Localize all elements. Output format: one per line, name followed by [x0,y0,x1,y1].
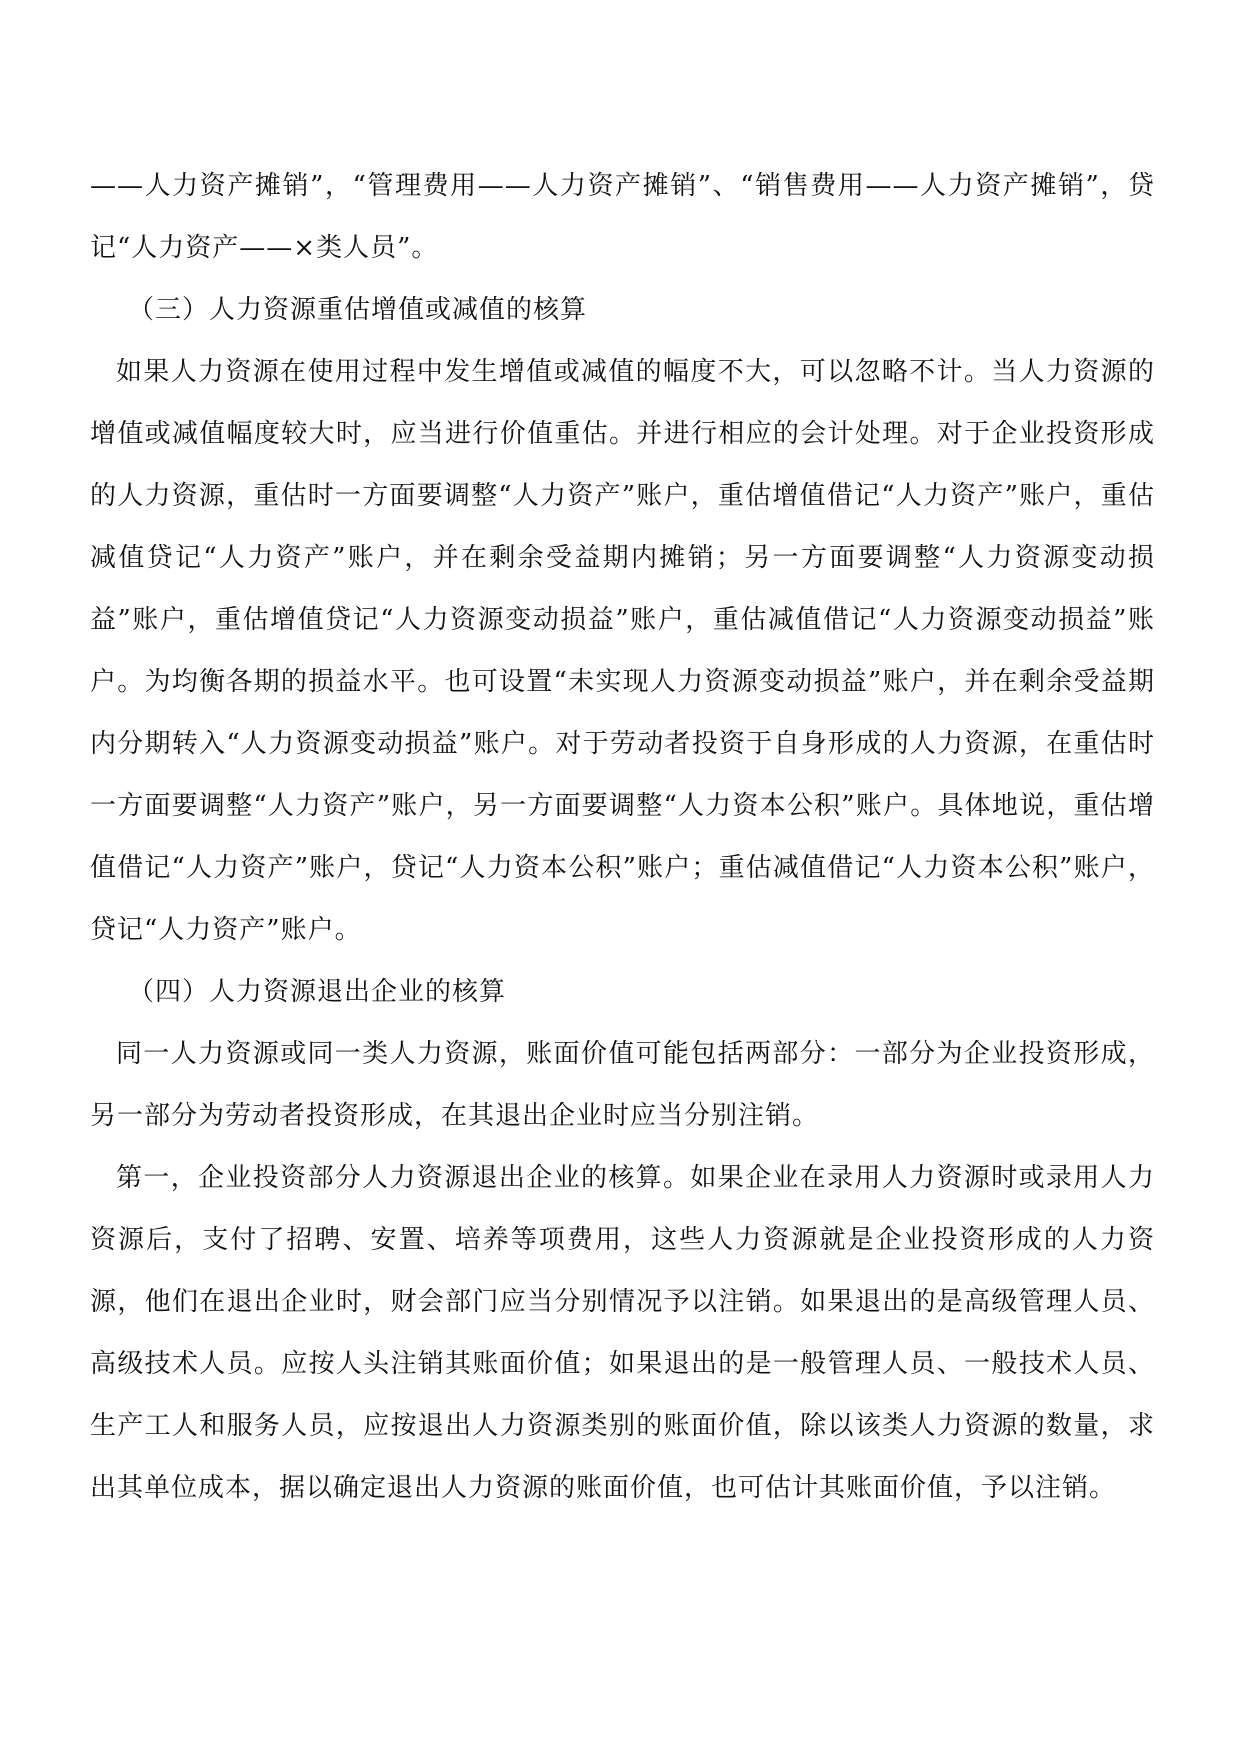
paragraph-continuation: ——人力资产摊销”，“管理费用——人力资产摊销”、“销售费用——人力资产摊销”，贷记“人力资产——×类人员”。 [90,171,1155,263]
paragraph-revaluation: 如果人力资源在使用过程中发生增值或减值的幅度不大，可以忽略不计。当人力资源的增值或减值幅度较大时，应当进行价值重估。并进行相应的会计处理。对于企业投资形成的人力资源，重估时一方面要调整“人力资产”账户，重估增值借记“人力资产”账户，重估减值贷记“人力资产”账户，并在剩余受益期内摊销；另一方面要调整“人力资源变动损益”账户，重估增值贷记“人力资源变动损益”账户，重估减值借记“人力资源变动损益”账户。为均衡各期的损益水平。也可设置“未实现人力资源变动损益”账户，并在剩余受益期内分期转入“人力资源变动损益”账户。对于劳动者投资于自身形成的人力资源，在重估时一方面要调整“人力资产”账户，另一方面要调整“人力资本公积”账户。具体地说，重估增值借记“人力资产”账户，贷记“人力资本公积”账户；重估减值借记“人力资本公积”账户，贷记“人力资产”账户。 [90,357,1155,945]
section-heading-3: （三）人力资源重估增值或减值的核算 [128,295,588,325]
section-heading-4: （四）人力资源退出企业的核算 [128,977,507,1007]
document-body [90,155,1155,1519]
paragraph-exit-first: 第一，企业投资部分人力资源退出企业的核算。如果企业在录用人力资源时或录用人力资源后，支付了招聘、安置、培养等项费用，这些人力资源就是企业投资形成的人力资源，他们在退出企业时，财会部门应当分别情况予以注销。如果退出的是高级管理人员、高级技术人员。应按人头注销其账面价值；如果退出的是一般管理人员、一般技术人员、生产工人和服务人员，应按退出人力资源类别的账面价值，除以该类人力资源的数量，求出其单位成本，据以确定退出人力资源的账面价值，也可估计其账面价值，予以注销。 [90,1163,1155,1503]
paragraph-exit-intro: 同一人力资源或同一类人力资源，账面价值可能包括两部分：一部分为企业投资形成，另一部分为劳动者投资形成，在其退出企业时应当分别注销。 [90,1039,1155,1131]
